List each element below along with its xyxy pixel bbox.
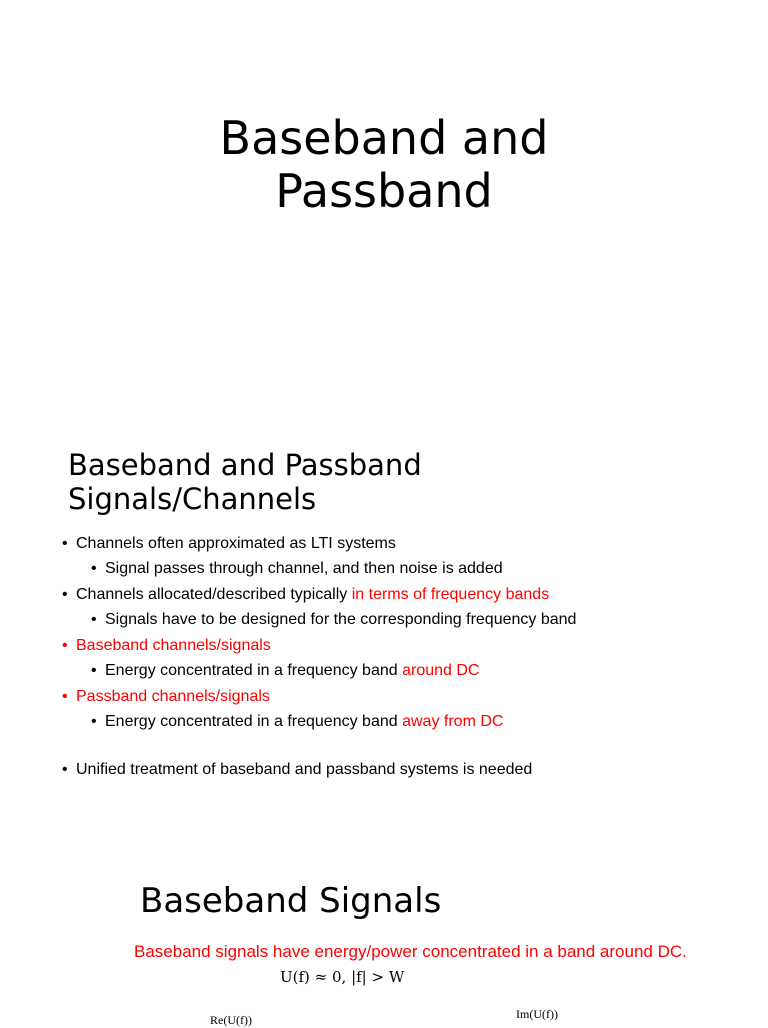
- slide-signals-channels: [0, 430, 768, 850]
- bullet-dot-icon: •: [91, 560, 97, 577]
- bullet-dot-icon: •: [91, 662, 97, 679]
- title-line-1: Baseband and: [219, 111, 549, 165]
- bullet-text: Passband channels/signals: [76, 688, 270, 705]
- bullet-highlight: away from DC: [402, 713, 504, 730]
- bullet-dot-icon: •: [62, 586, 68, 603]
- title-line-2: Passband: [275, 164, 493, 218]
- bullet-text: Energy concentrated in a frequency band: [105, 662, 403, 679]
- title-line-1: Baseband and Passband: [68, 448, 422, 482]
- bullet-list: [60, 528, 620, 780]
- bullet-text: Signal passes through channel, and then noise is added: [105, 560, 503, 577]
- bullet-item: [60, 686, 620, 707]
- bullet-dot-icon: •: [91, 611, 97, 628]
- bullet-text: Energy concentrated in a frequency band: [105, 713, 403, 730]
- bullet-dot-icon: •: [62, 535, 68, 552]
- bullet-text: Channels allocated/described typically: [76, 586, 352, 603]
- bullet-item: [60, 584, 620, 605]
- bullet-item: [60, 711, 620, 732]
- bullet-text: Baseband channels/signals: [76, 637, 271, 654]
- bullet-dot-icon: •: [62, 637, 68, 654]
- slide-3-subtitle: Baseband signals have energy/power concentrated in a band around DC.: [134, 942, 687, 961]
- bullet-item: [60, 533, 620, 554]
- bullet-item: [60, 558, 620, 579]
- real-part-plot-label: Re(U(f)): [210, 1013, 252, 1027]
- bandwidth-equation: U(f) ≈ 0, |f| > W: [280, 968, 405, 986]
- bullet-item: [60, 609, 620, 630]
- bullet-item: [60, 635, 620, 656]
- slide-baseband-signals: [0, 860, 768, 1027]
- slide-2-title: [68, 448, 668, 516]
- bullet-dot-icon: •: [62, 761, 68, 778]
- bullet-text: Signals have to be designed for the corresponding frequency band: [105, 611, 577, 628]
- bullet-highlight: in terms of frequency bands: [351, 586, 550, 603]
- slide-title: [0, 0, 768, 380]
- bullet-item: [60, 759, 620, 780]
- slide-1-title: [0, 112, 768, 218]
- imag-part-plot-label: Im(U(f)): [516, 1007, 558, 1021]
- bullet-text: Unified treatment of baseband and passband systems is needed: [76, 761, 533, 778]
- bullet-text: Channels often approximated as LTI systems: [76, 535, 396, 552]
- bullet-item: [60, 660, 620, 681]
- bullet-highlight: around DC: [402, 662, 480, 679]
- title-line-2: Signals/Channels: [68, 482, 317, 516]
- bullet-dot-icon: •: [62, 688, 68, 705]
- bullet-dot-icon: •: [91, 713, 97, 730]
- slide-3-title: Baseband Signals: [140, 881, 442, 921]
